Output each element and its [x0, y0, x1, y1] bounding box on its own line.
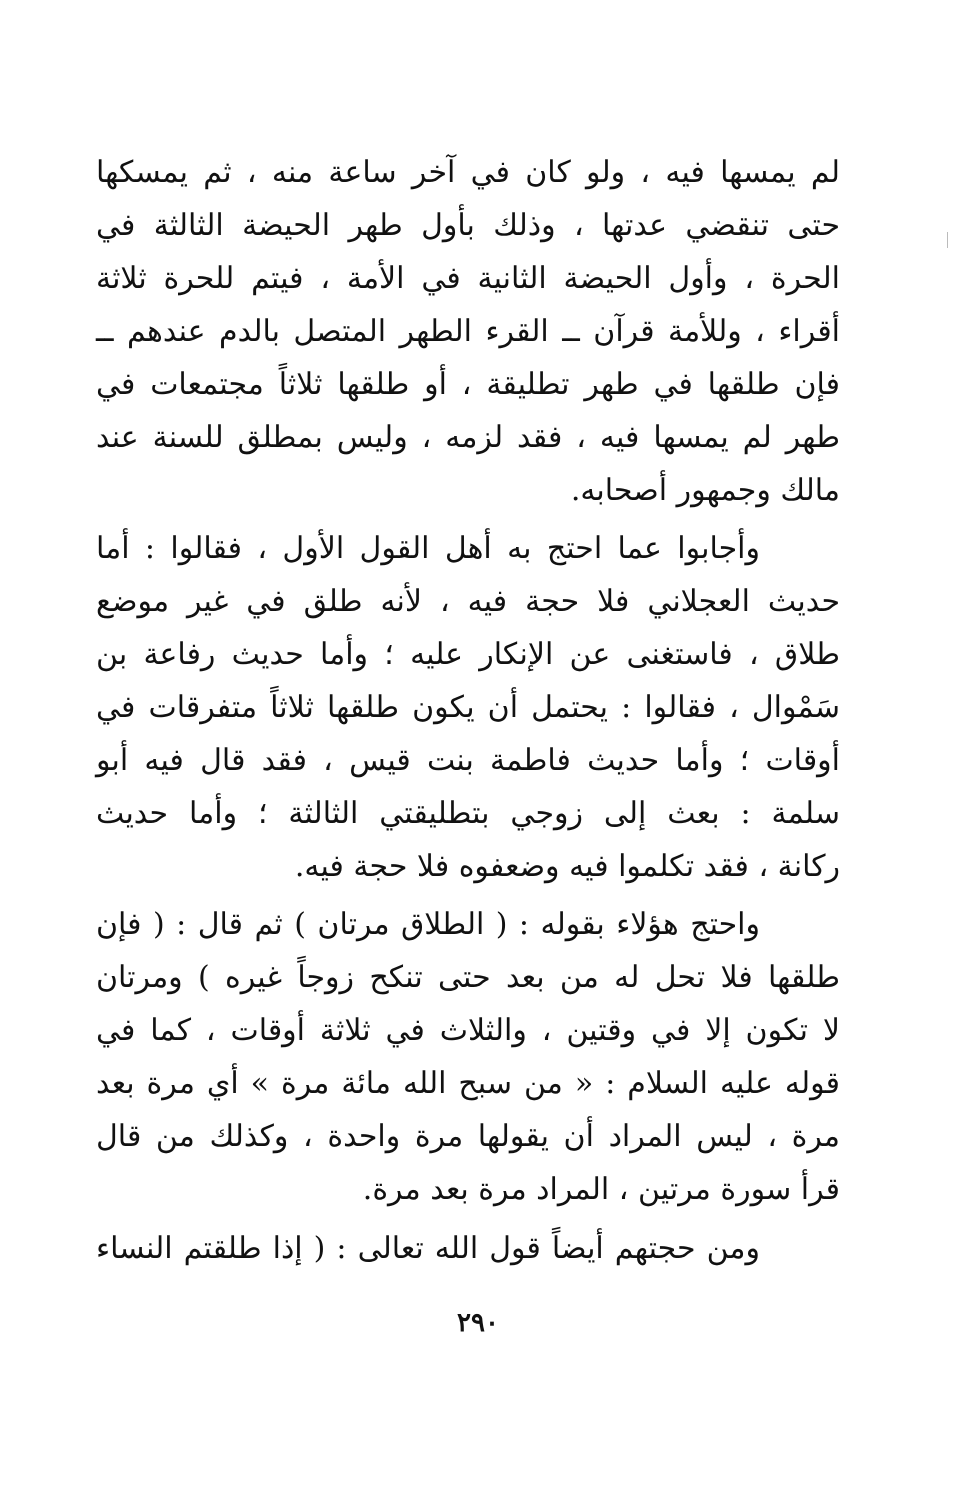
text-line: فإن طلقها في طهر تطليقة ، أو طلقها ثلاثاً مجتمعات في — [96, 367, 840, 402]
text-line: لم يمسها فيه ، ولو كان في آخر ساعة منه ، ثم يمسكها — [96, 155, 840, 190]
paragraph-4 — [96, 1222, 840, 1275]
text-line: طهر لم يمسها فيه ، فقد لزمه ، وليس بمطلق للسنة عند — [96, 420, 840, 455]
text-line: قوله عليه السلام : « من سبح الله مائة مرة » أي مرة بعد — [96, 1066, 840, 1101]
text-line: واحتج هؤلاء بقوله : ( الطلاق مرتان ) ثم قال : ( فإن — [96, 907, 760, 942]
text-line: قرأ سورة مرتين ، المراد مرة بعد مرة. — [362, 1172, 840, 1207]
text-line: الحرة ، وأول الحيضة الثانية في الأمة ، فيتم للحرة ثلاثة — [96, 261, 840, 296]
text-line: أوقات ؛ وأما حديث فاطمة بنت قيس ، فقد قال فيه أبو — [96, 743, 840, 778]
text-line: سَمْوال ، فقالوا : يحتمل أن يكون طلقها ثلاثاً متفرقات في — [96, 690, 840, 725]
text-line: سلمة : بعث إلى زوجي بتطليقتي الثالثة ؛ وأما حديث — [96, 796, 840, 831]
text-line: طلاق ، فاستغنى عن الإنكار عليه ؛ وأما حديث رفاعة بن — [96, 637, 840, 672]
text-line: مالك وجمهور أصحابه. — [570, 473, 840, 508]
text-line: حديث العجلاني فلا حجة فيه ، لأنه طلق في غير موضع — [96, 584, 840, 619]
text-line: طلقها فلا تحل له من بعد حتى تنكح زوجاً غيره ) ومرتان — [96, 960, 840, 995]
text-line: أقراء ، وللأمة قرآن ــ القرء الطهر المتصل بالدم عندهم ــ — [96, 314, 840, 349]
text-line: مرة ، ليس المراد أن يقولها مرة واحدة ، وكذلك من قال — [96, 1119, 840, 1154]
text-line: ومن حجتهم أيضاً قول الله تعالى : ( إذا طلقتم النساء — [96, 1231, 760, 1266]
paragraph-2 — [96, 522, 840, 893]
text-line: حتى تنقضي عدتها ، وذلك بأول طهر الحيضة الثالثة في — [96, 208, 840, 243]
paragraph-3 — [96, 898, 840, 1216]
paragraph-1 — [96, 146, 840, 517]
scan-edge-mark — [947, 232, 948, 248]
text-line: ركانة ، فقد تكلموا فيه وضعفوه فلا حجة فيه. — [294, 849, 840, 884]
page-number: ٢٩٠ — [457, 1308, 499, 1338]
text-line: لا تكون إلا في وقتين ، والثلاث في ثلاثة أوقات ، كما في — [96, 1013, 840, 1048]
text-line: وأجابوا عما احتج به أهل القول الأول ، فقالوا : أما — [96, 531, 760, 566]
